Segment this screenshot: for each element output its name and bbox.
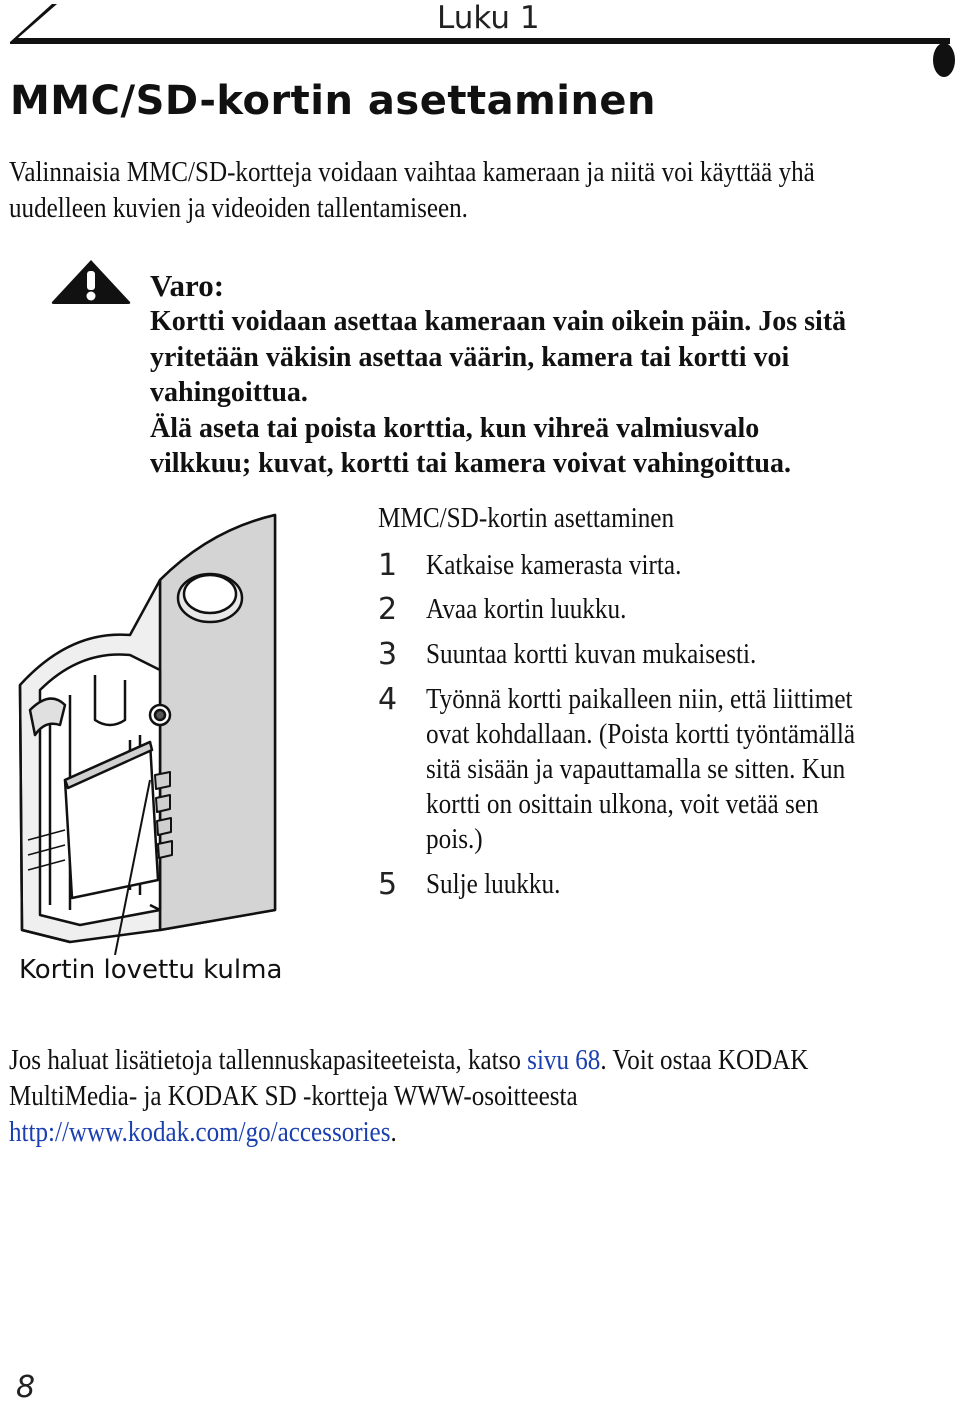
page-link[interactable]: sivu 68 [527,1045,601,1076]
more-info-paragraph [9,1043,845,1151]
step-number: 2 [378,592,398,627]
caution-block [150,268,950,482]
warning-icon [50,258,132,306]
caution-line: vahingoittua. [150,377,308,408]
chapter-label: Luku 1 [437,0,540,36]
step-number: 3 [378,637,398,672]
page-title: MMC/SD-kortin asettaminen [10,78,657,124]
step-text [426,867,560,902]
step-line: Avaa kortin luukku. [426,594,627,625]
step-number: 4 [378,682,398,717]
step-line: Työnnä kortti paikalleen niin, että liittimet [426,684,853,715]
step-line: sitä sisään ja vapauttamalla se sitten. Kun [426,754,846,785]
accessories-url-link[interactable]: http://www.kodak.com/go/accessories [9,1117,391,1148]
footer-text: . [390,1117,397,1148]
figure-caption: Kortin lovettu kulma [19,955,283,985]
camera-card-slot-illustration [10,510,300,955]
footer-line [9,1043,845,1079]
caution-heading: Varo: [150,268,225,303]
step-line: ovat kohdallaan. (Poista kortti työntämällä [426,719,856,750]
footer-line: MultiMedia- ja KODAK SD -kortteja WWW-osoitteesta [9,1081,578,1112]
step-text [426,592,626,627]
step-number: 5 [378,867,398,902]
caution-line: vilkkuu; kuvat, kortti tai kamera voivat vahingoittua. [150,448,791,479]
step-text [426,682,855,857]
caution-line: Kortti voidaan asettaa kameraan vain oikein päin. Jos sitä [150,306,847,337]
intro-line: uudelleen kuvien ja videoiden tallentamiseen. [9,193,468,224]
page-number: 8 [16,1370,36,1405]
caution-line: Älä aseta tai poista korttia, kun vihreä valmiusvalo [150,412,760,444]
intro-paragraph [9,155,841,227]
intro-line: Valinnaisia MMC/SD-kortteja voidaan vaihtaa kameraan ja niitä voi käyttää yhä [9,157,815,188]
step-line: Suuntaa kortti kuvan mukaisesti. [426,639,757,670]
step-line: Sulje luukku. [426,869,561,900]
step-line: pois.) [426,824,483,855]
steps-title: MMC/SD-kortin asettaminen [378,503,675,534]
step-text [426,637,756,672]
step-number: 1 [378,548,398,583]
step-line: Katkaise kamerasta virta. [426,550,682,581]
footer-text: Jos haluat lisätietoja tallennuskapasiteeteista, katso [9,1045,528,1076]
step-line: kortti on osittain ulkona, voit vetää sen [426,789,819,820]
caution-line: yritetään väkisin asettaa väärin, kamera tai kortti voi [150,341,790,373]
step-text [426,548,681,583]
footer-line [9,1115,845,1151]
footer-text: . Voit ostaa KODAK [600,1045,809,1076]
